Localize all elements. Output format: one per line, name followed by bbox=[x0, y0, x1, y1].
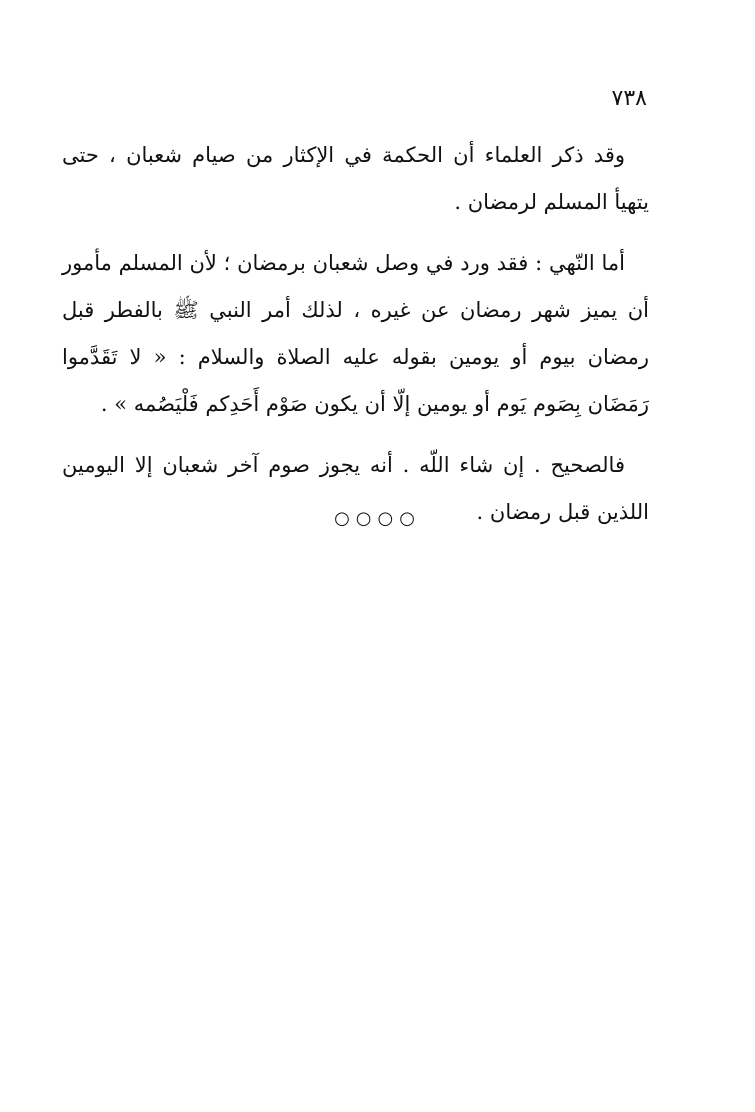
page-number: ٧٣٨ bbox=[611, 86, 647, 111]
section-divider-ornament: ○○○○ bbox=[334, 508, 421, 529]
paragraph-ruling: فالصحيح . إن شاء اللّه . أنه يجوز صوم آخر شعبان إلا اليومين اللذين قبل رمضان . bbox=[62, 453, 649, 524]
body-text bbox=[62, 132, 649, 536]
paragraph-prohibition: أما النّهي : فقد ورد في وصل شعبان برمضان ؛ لأن المسلم مأمور أن يميز شهر رمضان عن غيره ، لذلك أمر النبي ﷺ بالفطر قبل رمضان بيوم أو يومين بقوله عليه الصلاة والسلام : « لا تَقَدَّموا رَمَضَان بِصَوم يَوم أو يومين إلّا أن يكون صَوْم أَحَدِكم فَلْيَصُمه » . bbox=[62, 251, 649, 416]
paragraph-shaban-wisdom: وقد ذكر العلماء أن الحكمة في الإكثار من صيام شعبان ، حتى يتهيأ المسلم لرمضان . bbox=[62, 143, 649, 214]
